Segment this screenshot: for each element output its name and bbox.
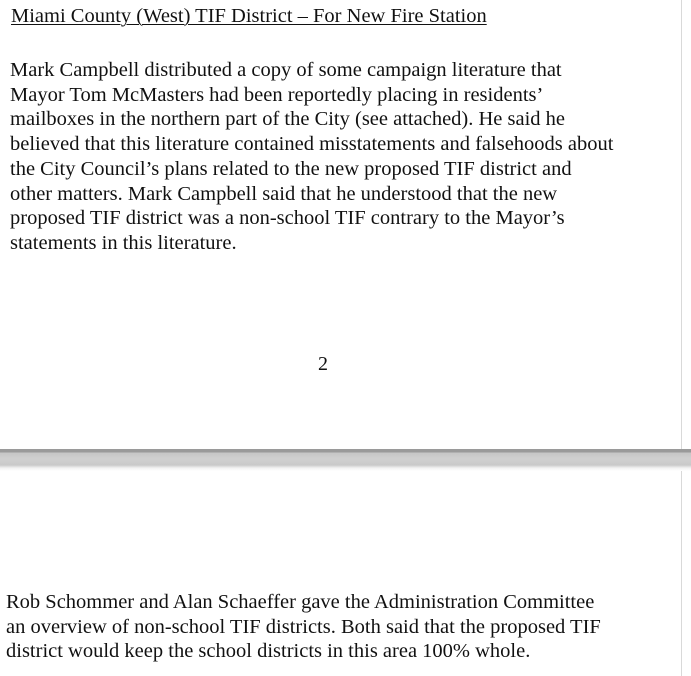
body-paragraph xyxy=(10,58,613,256)
paragraph-line: Mark Campbell distributed a copy of some campaign literature that xyxy=(10,59,562,81)
paragraph-line: mailboxes in the northern part of the City (see attached). He said he xyxy=(10,108,566,131)
paragraph-line: believed that this literature contained misstatements and falsehoods about xyxy=(10,133,614,156)
page-number: 2 xyxy=(318,353,328,375)
document-page-3 xyxy=(0,471,691,676)
page-edge-line xyxy=(681,471,682,676)
section-heading: Miami County (West) TIF District – For New Fire Station xyxy=(11,5,487,27)
paragraph-line: proposed TIF district was a non-school TIF contrary to the Mayor’s xyxy=(10,207,565,230)
body-paragraph xyxy=(6,590,601,664)
paragraph-line: other matters. Mark Campbell said that he understood that the new xyxy=(10,182,558,205)
paragraph-line: Mayor Tom McMasters had been reportedly placing in residents’ xyxy=(10,83,544,106)
paragraph-line: the City Council’s plans related to the new proposed TIF district and xyxy=(10,157,572,180)
paragraph-line: an overview of non-school TIF districts. Both said that the proposed TIF xyxy=(6,615,601,638)
page-break-separator xyxy=(0,449,691,471)
paragraph-line: Rob Schommer and Alan Schaeffer gave the Administration Committee xyxy=(6,591,595,613)
page-edge-line xyxy=(681,0,682,449)
paragraph-line: statements in this literature. xyxy=(10,231,237,254)
paragraph-line: district would keep the school districts in this area 100% whole. xyxy=(6,640,531,663)
